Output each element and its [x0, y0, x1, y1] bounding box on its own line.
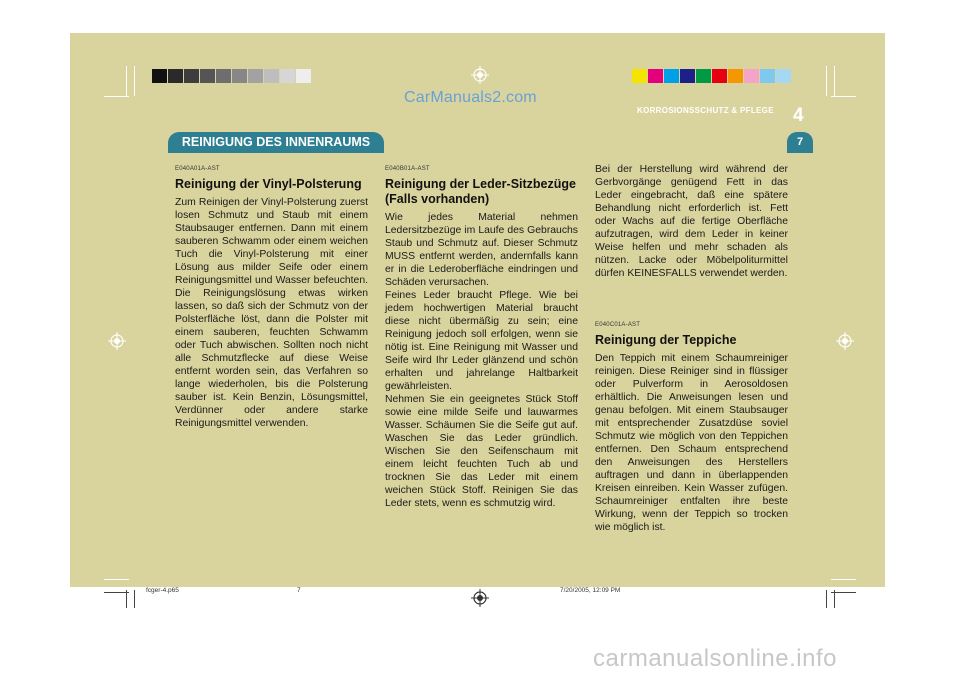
section-code: E040A01A-AST — [175, 166, 220, 172]
footer-filename: fcger-4.p65 — [146, 587, 179, 594]
color-swatch — [744, 69, 759, 83]
color-swatch — [200, 69, 215, 83]
color-swatch — [216, 69, 231, 83]
color-swatch — [648, 69, 663, 83]
crop-mark — [104, 96, 129, 97]
section-title: KORROSIONSSCHUTZ & PFLEGE — [637, 106, 774, 115]
color-swatch — [712, 69, 727, 83]
crop-mark — [104, 579, 129, 580]
crop-mark — [831, 96, 856, 97]
column-leather-cont — [595, 163, 788, 280]
color-swatch — [728, 69, 743, 83]
color-swatch — [184, 69, 199, 83]
crop-mark — [831, 579, 856, 580]
tab-title: REINIGUNG DES INNENRAUMS — [168, 132, 384, 153]
body-paragraph: Feines Leder braucht Pflege. Wie bei jedem hochwertigen Material braucht diese nicht übermäßig zu sein; eine Reinigung jedoch soll erfolgen, wenn sie nötig ist. Eine Reinigung mit Wasser und Seife wird Ihr Leder glänzend und schön erhalten und jahrelange Haltbarkeit gewährleisten. — [385, 290, 578, 392]
body-paragraph: Den Teppich mit einem Schaumreiniger reinigen. Diese Reiniger sind in flüssiger oder Pulverform in Aerosoldosen erhältlich. Die Anweisungen lesen und genau befolgen. Mit einem Staubsauger mit entsprechender Zusatzdüse soviel Schmutz wie möglich von den Teppichen entfernen. Den Schaum entsprechend den Anweisungen des Herstellers auftragen und dann in überlappenden Kreisen einreiben. Kein Wasser zufügen. Schaumreiniger entfalten ihre beste Wirkung, wenn der Teppich so trocken wie möglich ist. — [595, 353, 788, 533]
color-swatch — [248, 69, 263, 83]
color-swatch — [264, 69, 279, 83]
watermark-top: CarManuals2.com — [404, 89, 537, 106]
body-paragraph: Nehmen Sie ein geeignetes Stück Stoff sowie eine milde Seife und lauwarmes Wasser. Schäumen Sie die Seife gut auf. Waschen Sie das Leder gründlich. Wischen Sie den Seifenschaum mit einem leicht feuchten Tuch ab und trocknen Sie das Leder mit einem weichen Stück Stoff. Reinigen Sie das Leder stets, wenn es schmutzig wird. — [385, 394, 578, 509]
section-code: E040B01A-AST — [385, 166, 430, 172]
section-heading: Reinigung der Vinyl-Polsterung — [175, 177, 362, 191]
body-paragraph: Wie jedes Material nehmen Ledersitzbezüge im Laufe des Gebrauchs Staub und Schmutz auf. Dieser Schmutz MUSS entfernt werden, andernfalls kann er in die Lederoberfläche eindringen und Schäden verursachen. — [385, 212, 578, 288]
chapter-number: 4 — [793, 105, 804, 126]
crop-mark — [826, 66, 827, 96]
color-swatch — [696, 69, 711, 83]
body-paragraph: Bei der Herstellung wird während der Gerbvorgänge genügend Fett in das Leder eingebracht, daß eine spätere Behandlung nicht erforderlich ist. Fett oder Wachs auf die fertige Oberfläche aufzutragen, wird dem Leder in keiner Weise helfen und mehr schaden als nützen. Lacke oder Möbelpoliturmittel dürfen KEINESFALLS verwendet werden. — [595, 164, 788, 279]
crop-mark — [834, 590, 835, 608]
column-vinyl — [175, 163, 368, 430]
column-carpet — [595, 319, 788, 534]
color-swatch — [168, 69, 183, 83]
footer-timestamp: 7/20/2005, 12:09 PM — [560, 587, 621, 594]
crop-mark — [126, 590, 127, 608]
color-swatch — [632, 69, 647, 83]
crop-mark — [134, 66, 135, 96]
crop-mark — [134, 590, 135, 608]
color-swatch — [232, 69, 247, 83]
section-code: E040C01A-AST — [595, 322, 641, 328]
color-swatch — [664, 69, 679, 83]
section-heading: Reinigung der Leder-Sitzbezüge (Falls vorhanden) — [385, 177, 576, 206]
color-swatch — [680, 69, 695, 83]
color-swatches — [632, 69, 792, 83]
crop-mark — [826, 590, 827, 608]
color-swatch — [776, 69, 791, 83]
crop-mark — [126, 66, 127, 96]
registration-mark-icon — [836, 332, 854, 350]
section-heading: Reinigung der Teppiche — [595, 333, 737, 347]
watermark-bottom: carmanualsonline.info — [593, 645, 837, 672]
registration-mark-icon — [108, 332, 126, 350]
registration-mark-icon — [471, 589, 489, 607]
page-number-tab: 7 — [787, 132, 813, 153]
color-swatch — [296, 69, 311, 83]
registration-mark-icon — [471, 66, 489, 84]
footer-page: 7 — [297, 587, 301, 594]
crop-mark — [834, 66, 835, 96]
grayscale-swatches — [152, 69, 312, 83]
column-leather — [385, 163, 578, 510]
body-paragraph: Zum Reinigen der Vinyl-Polsterung zuerst losen Schmutz und Staub mit einem Staubsauger entfernen. Dann mit einem sauberen Schwamm oder einem weichen Tuch die Vinyl-Polsterung mit einer Lösung aus milder Seife oder einem Reinigungsmittel und Wasser befeuchten. Die Reinigungslösung etwas wirken lassen, so daß sich der Schmutz von der Polsterfläche löst, dann die Polster mit einem sauberen, feuchten Schwamm oder Tuch abwischen. Sollten noch nicht alle Schmutzflecke auf diese Weise entfernt worden sein, das Verfahren so lange wiederholen, bis die Polsterung sauber ist. Kein Benzin, Lösungsmittel, Verdünner oder andere starke Reinigungsmittel verwenden. — [175, 197, 368, 429]
color-swatch — [760, 69, 775, 83]
color-swatch — [152, 69, 167, 83]
color-swatch — [280, 69, 295, 83]
